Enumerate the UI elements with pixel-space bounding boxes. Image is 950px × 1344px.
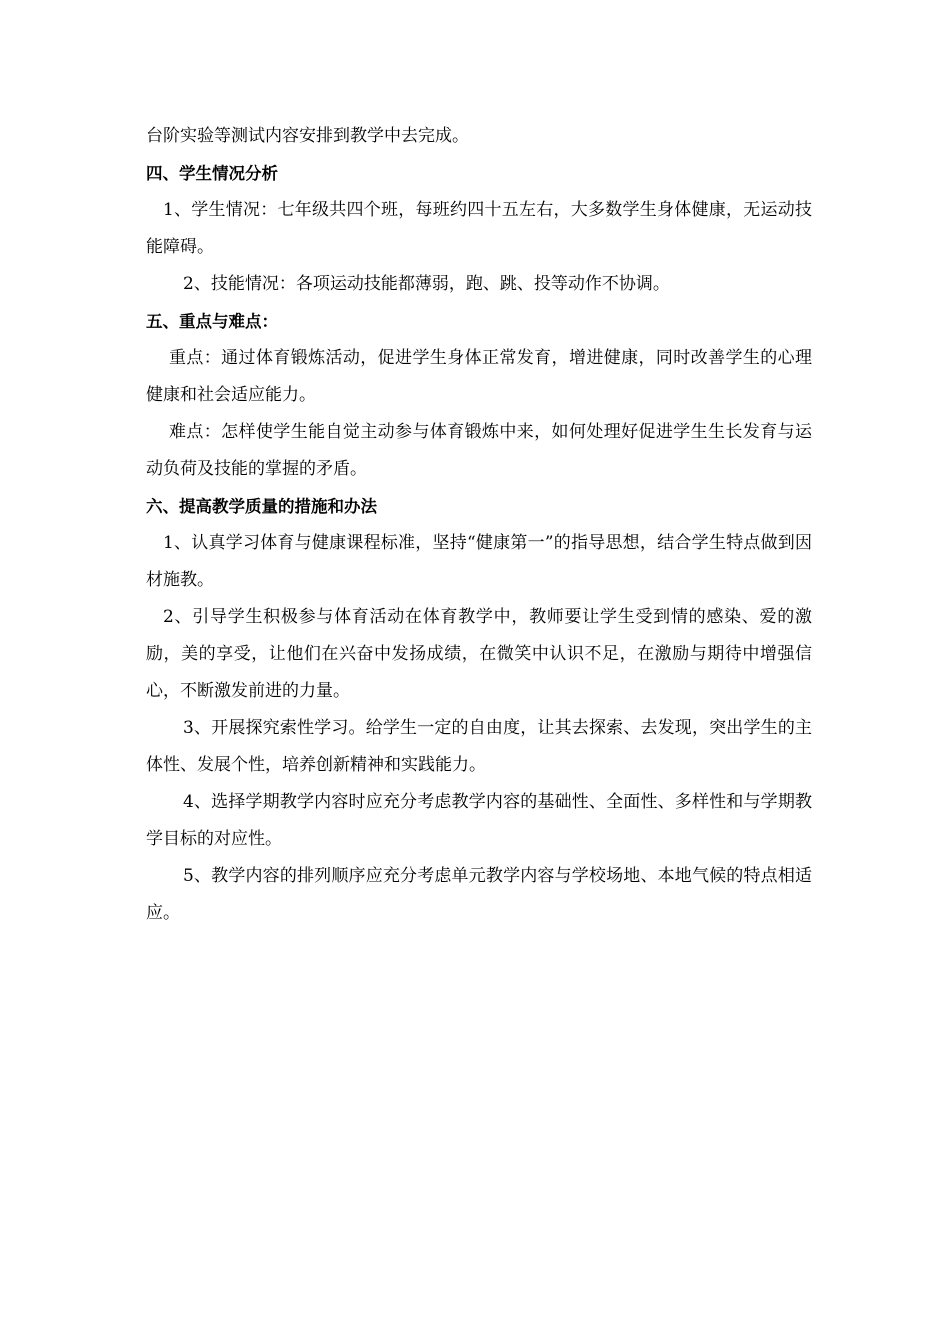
- measure-5-paragraph: 5、教学内容的排列顺序应充分考虑单元教学内容与学校场地、本地气候的特点相适应。: [146, 866, 812, 923]
- section-heading-student-analysis: 四、学生情况分析: [146, 164, 278, 183]
- skill-situation-paragraph: 2、技能情况：各项运动技能都薄弱，跑、跳、投等动作不协调。: [183, 274, 670, 294]
- section-heading-key-difficult-points: 五、重点与难点：: [146, 312, 278, 331]
- section-heading-quality-measures: 六、提高教学质量的措施和办法: [146, 497, 377, 516]
- measure-4-paragraph: 4、选择学期教学内容时应充分考虑教学内容的基础性、全面性、多样性和与学期教学目标的对应性。: [146, 792, 812, 849]
- student-situation-paragraph: 1、学生情况：七年级共四个班，每班约四十五左右，大多数学生身体健康，无运动技能障碍。: [146, 200, 812, 257]
- document-page: [146, 118, 812, 932]
- key-point-paragraph: 重点：通过体育锻炼活动，促进学生身体正常发育，增进健康，同时改善学生的心理健康和社会适应能力。: [146, 348, 812, 405]
- difficult-point-paragraph: 难点：怎样使学生能自觉主动参与体育锻炼中来，如何处理好促进学生生长发育与运动负荷及技能的掌握的矛盾。: [146, 422, 812, 479]
- measure-2-paragraph: 2、引导学生积极参与体育活动在体育教学中，教师要让学生受到情的感染、爱的激励，美的享受，让他们在兴奋中发扬成绩，在微笑中认识不足，在激励与期待中增强信心，不断激发前进的力量。: [146, 607, 812, 701]
- measure-1-paragraph: 1、认真学习体育与健康课程标准，坚持“健康第一”的指导思想，结合学生特点做到因材施教。: [146, 533, 812, 590]
- measure-3-paragraph: 3、开展探究索性学习。给学生一定的自由度，让其去探索、去发现，突出学生的主体性、发展个性，培养创新精神和实践能力。: [146, 718, 812, 775]
- continuation-paragraph: 台阶实验等测试内容安排到教学中去完成。: [146, 126, 469, 146]
